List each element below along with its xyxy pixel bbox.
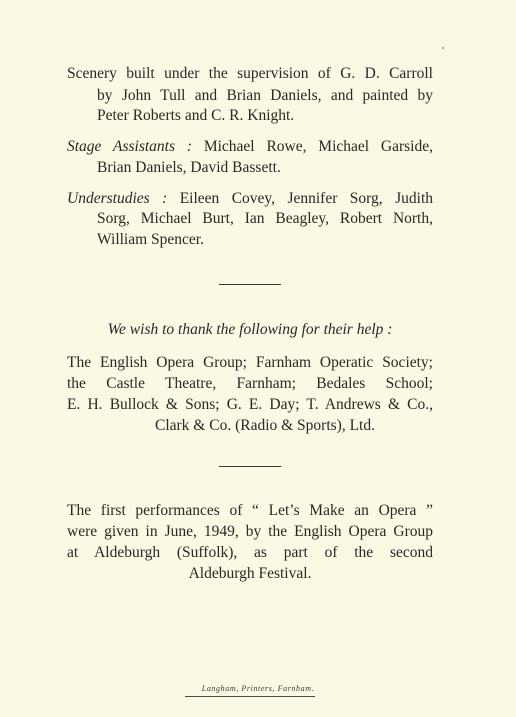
first-performances-line-4: Aldeburgh Festival. xyxy=(188,565,312,582)
thanks-line-1: The English Opera Group; Farnham Operatic Society; xyxy=(67,354,433,371)
understudies-line-1 xyxy=(67,189,433,209)
printer-rule xyxy=(185,696,315,697)
understudies-line-2: Sorg, Michael Burt, Ian Beagley, Robert North, xyxy=(97,210,433,227)
thanks-line-4: Clark & Co. (Radio & Sports), Ltd. xyxy=(154,417,375,434)
thanks-line-2: the Castle Theatre, Farnham; Bedales School; xyxy=(67,375,433,392)
first-performances-line-3: at Aldeburgh (Suffolk), as part of the second xyxy=(67,544,433,561)
stage-assistants-label: Stage Assistants : xyxy=(67,138,192,155)
section-divider-1 xyxy=(219,284,281,285)
paper-speck xyxy=(442,47,444,49)
thanks-heading: We wish to thank the following for their help : xyxy=(107,321,393,338)
thanks-line-3: E. H. Bullock & Sons; G. E. Day; T. Andrews & Co., xyxy=(67,396,433,413)
first-performances-line-2: were given in June, 1949, by the English Opera Group xyxy=(67,523,433,540)
stage-assistants-line-1 xyxy=(67,137,433,157)
understudies-names-1: Eileen Covey, Jennifer Sorg, Judith xyxy=(179,190,434,207)
understudies-line-3: William Spencer. xyxy=(97,231,204,248)
printer-imprint: Langham, Printers, Farnham. xyxy=(201,684,315,693)
stage-assistants-line-2: Brian Daniels, David Bassett. xyxy=(97,159,281,176)
scenery-line-2: by John Tull and Brian Daniels, and painted by xyxy=(97,87,433,104)
scenery-line-1: Scenery built under the supervision of G. D. Carroll xyxy=(67,65,433,82)
scenery-line-3: Peter Roberts and C. R. Knight. xyxy=(97,107,295,124)
stage-assistants-names-1: Michael Rowe, Michael Garside, xyxy=(203,138,433,155)
first-performances-line-1: The first performances of “ Let’s Make an Opera ” xyxy=(67,502,433,519)
section-divider-2 xyxy=(219,466,281,467)
understudies-label: Understudies : xyxy=(67,190,168,207)
